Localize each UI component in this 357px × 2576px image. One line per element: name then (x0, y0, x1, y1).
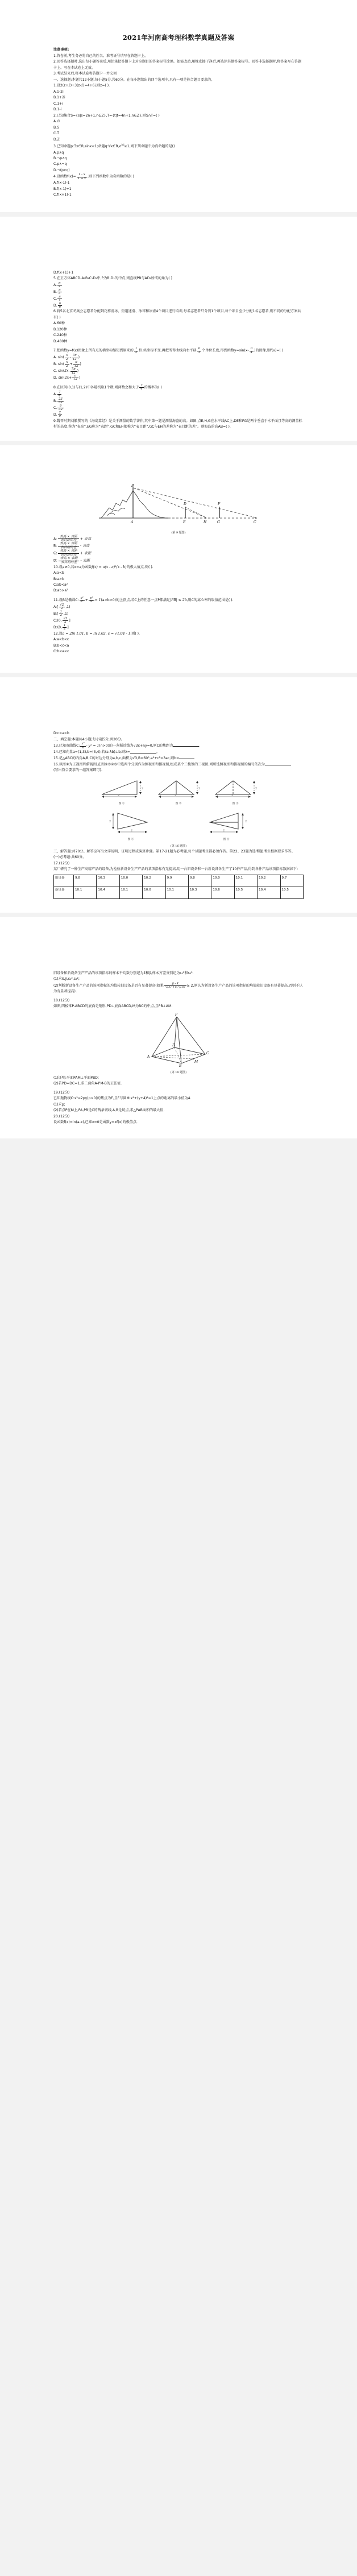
q8-stem: 8.在区间(0,1)与(1,2)中各随机取1个数,则两数之和大于 $\frac{7}{4}$ 的概率为( ) (53, 383, 162, 391)
page-1 (0, 0, 357, 212)
q16-view-4 (105, 809, 156, 841)
q6-option-d: D.480种 (53, 339, 68, 343)
q9-option-a: A: 表高 × 表距 表目距的差 + 表高 (53, 535, 92, 542)
cell: 10.0 (211, 875, 234, 887)
notice-item-2: 2.回答选择题时,选出每小题答案后,用铅笔把答题卡上对应题目的答案标号涂黑。如需改动,用橡皮擦干净后,再选涂其他答案标号。回答非选择题时,将答案写在答题卡上。写在本试卷上无效。 (53, 60, 301, 70)
notice-item-1: 1.答卷前,考生务必将自己的姓名、准考证号填写在答题卡上。 (53, 54, 148, 58)
document-root (0, 0, 357, 1138)
q16-view-2 (154, 776, 203, 805)
q17-after: 旧设备和新设备生产产品的该项指标的样本平均数分别记为x̄和ȳ,样本方差分别记为s₁²和s₂². (53, 971, 194, 975)
dim-height-5: 2 (245, 819, 247, 823)
notice-heading: 注意事项: (53, 48, 69, 52)
q7-option-b: B. sin( $\frac{x}{2}$ + $\frac{\pi}{12}$ ) (53, 361, 81, 368)
q1-stem-c: )=4+6i,则z=( ). (83, 84, 110, 88)
q3-stem (53, 143, 304, 150)
cell: 9.7 (280, 875, 303, 887)
q16-blank[interactable] (265, 762, 291, 765)
q4-fraction: $\frac{1 - x}{1 + x}$ (77, 173, 86, 180)
cell: 10.2 (258, 875, 280, 887)
q19-stem: 已知抛物线C:x²=2py(p>0)的焦点为F,且F与圆M:x²+(y+4)²=1上点的距离的最小值为4. (53, 1096, 192, 1101)
q17-item-1: (1)求x̄,ȳ,s₁²,s₂²; (53, 977, 80, 981)
q7-frac-half: $\frac{1}{2}$ (135, 347, 138, 354)
triangle-view-4 (105, 809, 156, 835)
q5-frac-a: $\frac{\pi}{2}$ (59, 281, 61, 289)
q11-d-frac: $\frac{1}{2}$ (63, 623, 66, 631)
q11-a-frac: $\frac{√2}{2}$ (60, 603, 64, 611)
q16-figure-row-2 (53, 809, 304, 841)
q6-stem: 6.将5名北京冬奥会志愿者分配到花样滑冰、短道速滑、冰球和冰壶4个项目进行培训,每名志愿者只分到1个项目,每个项目至少分配1名志愿者,则不同的分配方案共有( ) (53, 309, 301, 320)
triangle-view-1 (97, 776, 146, 799)
section-1-heading: 一、选择题:本题共12小题,每小题5分,共60分。在每小题给出的四个选项中,只有一项是符合题目要求的。 (53, 77, 215, 82)
q1-stem-a: 1.设2(z+ (53, 84, 69, 88)
dim-width-5: 2 (223, 829, 225, 833)
q11-frac-y: $\frac{\text{y²}}{\text{b²}}$ (90, 596, 93, 604)
q9-option-b: B: 表高 × 表距 表目距的差 - 表高 (53, 542, 90, 550)
q2-option-b: B.S (53, 125, 59, 130)
q8-frac-d: $\frac{2}{9}$ (59, 411, 61, 419)
q1-option-b: B.1+2i (53, 96, 65, 100)
label-D: D (184, 502, 186, 506)
q11-option-b: B:[ $\frac{1}{2}$ ,1) (53, 610, 69, 618)
q19-head: 19.(12分) (53, 1090, 70, 1095)
cell: 9.8 (74, 875, 97, 887)
q10-option-b: B:a>b (53, 577, 64, 581)
q2-stem: 2.已知集合S={s|s=2n+1,n∈Z},T={t|t=4n+1,n∈Z},则S∩T=( ) (53, 113, 160, 118)
q7-d-frac: $\frac{\pi}{12}$ (73, 374, 77, 382)
section-3-sub: (一)必考题:共60分。 (53, 855, 86, 860)
q10-formula: f(x) = a(x - a)²(x - b) (92, 565, 127, 569)
q6-option-c: C.240种 (53, 333, 67, 338)
q8-frac-b: $\frac{23}{32}$ (59, 397, 63, 405)
q17-test-statistic: $\frac{ȳ - x̄}{\text{√(s₁²+s₂²)/10}}$ (165, 981, 185, 989)
q4-option-b: B.f(x-1)+1 (53, 187, 72, 191)
q18-item-1: (1)证明:平面PAM⊥平面PBD; (53, 1075, 99, 1080)
cell: 10.1 (234, 875, 257, 887)
page-5 (0, 917, 357, 1138)
q7-stem: 7.把函数y=f(x)图象上所有点的横坐标缩短到原来的 $\frac{1}{2}$ 倍,纵坐标不变,再把所得曲线向右平移 $\frac{\pi}{3}$ 个单位长度,得到函数y=sin(x- $\frac{\pi}{4}$ )的图像,则f(x)=( ) (53, 347, 284, 354)
q8-option-a: A. $\frac{7}{4}$ (53, 390, 61, 398)
q10-option-d: D:ab>a² (53, 589, 68, 593)
q9-stem: 9.魏晋时期刘徽撰写的《海岛算经》是关于测量的数学著作,其中第一题是测量海盗的高。如图,点E,H,G在水平线AC上,DE和FG是两个垂直于水平面且等高的测量标杆的高度,称为“表高”,EG称为“表距”,GC和EH都称为“表目距”,GC与EH的差称为“表目距的差”。则海岛的高AB=( ). (53, 419, 302, 429)
q4-option-a: A.f(x-1)-1 (53, 181, 70, 185)
q8-option-d: D. $\frac{2}{9}$ (53, 411, 61, 419)
q8-option-b: B. $\frac{23}{32}$ (53, 397, 63, 405)
q1-option-a: A.1-2i (53, 89, 64, 94)
q3-option-c: C.p∧¬q (53, 162, 67, 167)
q3-stem-a: 3.已知命题p:∃x∈R,sinx<1;命题q:∀x∈R, (53, 144, 119, 149)
label-D: D (172, 1043, 175, 1047)
q9-frac-b: 表高 × 表距 表目距的差 (58, 542, 79, 550)
q3-option-a: A.p∧q (53, 150, 64, 155)
dim-width-3: 2 (231, 793, 234, 797)
q1-stem-b: )+3(z- (70, 84, 81, 88)
q7-a-frac1: $\frac{x}{2}$ (66, 354, 68, 361)
q4-option-c: C.f(x+1)-1 (53, 193, 72, 197)
q8-frac-74: $\frac{7}{4}$ (140, 383, 143, 391)
q7-option-d: D. sin(2x+ $\frac{\pi}{12}$ ) (53, 374, 81, 382)
cell: 10.5 (234, 887, 257, 898)
cell: 10.1 (119, 887, 142, 898)
q16-view-1 (97, 776, 146, 805)
triangle-view-2 (154, 776, 203, 799)
label-A: A (131, 520, 134, 524)
table-row (54, 875, 304, 887)
cell: 10.6 (211, 887, 234, 898)
q9-frac-d: 表高 × 表距 表目距的差 (59, 557, 80, 565)
q19-item-2: (2)若点P在M上,PA,PB是C的两条切线,A,B是切点,求△PAB面积的最大值. (53, 1108, 165, 1113)
q7-frac-pi3: $\frac{\pi}{3}$ (198, 347, 201, 354)
q3-exp-sup: |x| (121, 143, 124, 147)
dim-width-2: 2 (175, 793, 177, 797)
cell: 10.0 (119, 875, 142, 887)
q14-stem: 14.已知向量a=(1,3),b=(3,4),若(a-λb)⊥b,则λ= 。 (53, 750, 160, 755)
section-2-heading: 二、填空题:本题共4小题,每小题5分,共20分。 (53, 737, 125, 742)
dim-height-2: 2 (198, 786, 201, 790)
q11-c-frac: $\frac{√2}{2}$ (63, 616, 68, 624)
island-measurement-diagram (93, 483, 264, 527)
q5-option-c: C. $\frac{\pi}{4}$ (53, 295, 61, 303)
q12-option-c: C:b<a<c (53, 649, 69, 653)
q13-blank[interactable] (173, 743, 199, 747)
dim-height-4: 2 (109, 819, 111, 823)
label-M: M (194, 1059, 198, 1064)
q13-stem: 13.已知双曲线C: $\frac{\text{x²}}{n}$ - y² = 1(n>0)的一条渐近线为√3x+ny=0,则C的焦距为 . (53, 742, 201, 749)
q12-formula: a = 2ln 1.01, b = ln 1.02, c = √1.04 - 1 (62, 631, 131, 636)
q17-stem: 某厂研究了一种生产高精产品的设备,为检验新设备生产产品的某项指标有无提高,用一台旧设备和一台新设备各生产了10件产品,得到各件产品该项指标数据如下: (53, 867, 298, 872)
q8-option-c: C. $\frac{9}{32}$ (53, 404, 63, 412)
q8-frac-a: $\frac{7}{4}$ (59, 390, 61, 398)
q3-stem-b: ≥1,则下列命题中为真命题的是( (124, 144, 174, 149)
q14-blank[interactable] (130, 749, 156, 753)
q11-condition: |PB| ≤ 2b (170, 598, 187, 602)
q2-option-a: A.∅ (53, 119, 60, 124)
q5-option-b: B. $\frac{\pi}{3}$ (53, 288, 61, 296)
q9-figure (53, 483, 304, 535)
q7-option-c: C. sin(2x- $\frac{7\pi}{12}$ ) (53, 367, 79, 375)
label-G: G (217, 520, 220, 524)
cell: 10.1 (74, 887, 97, 898)
q11-option-c: C:(0, $\frac{√2}{2}$ ] (53, 616, 70, 624)
q16-figure (53, 776, 304, 848)
q2-option-c: C.T (53, 131, 59, 136)
q5-frac-b: $\frac{\pi}{3}$ (59, 288, 61, 296)
q10-option-a: A:a<b (53, 571, 64, 575)
page-2 (0, 217, 357, 441)
q3-exp-base: e (119, 144, 122, 149)
q9-frac-c: 表高 × 表距 表目距的差 (58, 550, 79, 557)
q5-frac-d: $\frac{\pi}{6}$ (59, 301, 61, 309)
cell: 10.3 (188, 887, 211, 898)
q11-option-a: A:[ $\frac{√2}{2}$ ,1) (53, 603, 70, 611)
label-H: H (204, 520, 207, 524)
q18-figure-caption: (第 18 题图) (170, 1070, 187, 1074)
q16-view-label-3: 图 ③ (232, 802, 239, 805)
q11-stem: 11.设B是椭圆C: $\frac{\text{x²}}{\text{a²}}$ + $\frac{\text{y²}}{\text{b²}}$ = 1(a>b>0)的上顶点,若C上的任意一点P都满足|PB| ≤ 2b,则C的离心率的取值范围是( ). (53, 596, 234, 604)
q18-head: 18.(12分) (53, 998, 70, 1003)
page-3 (0, 445, 357, 673)
dim-height-1: 2 (142, 786, 144, 790)
cell: 10.3 (97, 875, 119, 887)
cell: 10.4 (97, 887, 119, 898)
q3-option-d: D.¬(p∨q) (53, 168, 70, 172)
q17-head: 17.(12分) (53, 861, 70, 865)
q12-option-d: D:c<a<b (53, 731, 69, 736)
q12-option-b: B:b<c<a (53, 643, 69, 648)
table-row (54, 887, 304, 898)
q11-option-d: D:(0, $\frac{1}{2}$ ] (53, 623, 69, 631)
q9-frac-a: 表高 × 表距 表目距的差 (58, 536, 79, 543)
q11-frac-x: $\frac{\text{x²}}{\text{a²}}$ (80, 596, 84, 604)
cell: 10.5 (280, 887, 303, 898)
q6-option-b: B.120种 (53, 327, 67, 332)
q10-stem: 10.设a≠0,若x=a为函数f(x) = a(x - a)²(x - b)的极大值点,则( ). (53, 565, 153, 569)
q1-stem: 1.设2(z+z̄)+3(z-z̄)=4+6i,则z=( ). (53, 84, 110, 88)
q4-option-d: D.f(x+1)+1 (53, 270, 74, 275)
q13-frac: $\frac{\text{x²}}{n}$ (81, 742, 85, 749)
q3-stem-c: ) (173, 144, 175, 149)
cell: 10.0 (143, 887, 165, 898)
q20-stem: 设函数f(x)=ln(a-x),已知x=0是函数y=xf(x)的极值点. (53, 1120, 138, 1125)
pyramid-diagram (142, 1012, 215, 1067)
label-C: C (206, 1051, 209, 1055)
q15-stem: 15.记△ABC的内角A,B,C的对边分别为a,b,c,面积为√3,B=60°,a²+c²=3ac,则b= . (53, 756, 196, 761)
q19-item-1: (1)求p; (53, 1102, 65, 1107)
q18-item-2: (2)若PD=DC=1,求二面角A-PM-B的正弦值. (53, 1082, 122, 1086)
label-A: A (147, 1054, 150, 1059)
label-C: C (254, 520, 256, 524)
notice-item-3: 3.考试结束后,将本试卷和答题卡一并交回 (53, 72, 117, 76)
label-E: E (183, 520, 186, 524)
q16-view-label-4: 图 ④ (127, 838, 134, 841)
q18-stem: 如图,四棱锥P-ABCD的底面是矩形,PD⊥底面ABCD,M为BC的中点,且PB⊥AM. (53, 1004, 173, 1009)
cell: 9.9 (165, 875, 188, 887)
cell: 9.8 (188, 875, 211, 887)
q16-figure-caption: (第 16 题图) (170, 844, 187, 848)
q20-head: 20.(12分) (53, 1114, 70, 1119)
q17-item-2: (2)判断新设备生产产品的该项指标的均值较旧设备是否有显著提高(如果 $\frac{ȳ - x̄}{\text{√(s₁²+s₂²)/10}}$ ≥ 2,则认为新设备生产产品的该项指标的均值较旧设备有显著提高,否则不认为有显著提高). (53, 981, 303, 994)
cell: 10.4 (258, 887, 280, 898)
dim-width-1: 2 (118, 793, 120, 797)
q8-frac-c: $\frac{9}{32}$ (59, 404, 63, 412)
q9-option-d: D: 表高 × 表距 表目距的差 - 表距 (53, 556, 90, 564)
q16-stem: 16.以图①为正视图和俯视图,在图②③④⑤中选两个分别作为侧视图和俯视图,组成某个三棱锥的三视图,则所选侧视图和俯视图的编号依次为 (写出符合要求的一组答案即可). (53, 762, 304, 774)
q6-option-a: A.60种 (53, 321, 65, 326)
q5-stem: 5.在正方体ABCD-A₁B₁C₁D₁中,P为B₁D₁的中点,则直线PB与AD₁所成的角为( ) (53, 276, 172, 281)
page-4 (0, 677, 357, 912)
q12-option-a: A:a<b<c (53, 637, 69, 642)
q16-view-5 (201, 809, 252, 841)
section-3-heading: 三、解答题:共70分。解答应写出文字说明、证明过程或演算步骤。第17-21题为必考题,每个试题考生都必须作答。第22、23题为选考题,考生根据要求作答。 (53, 849, 295, 854)
q7-option-a: A. sin( $\frac{x}{2}$ - $\frac{7\pi}{12}$ ) (53, 354, 80, 361)
page-title: 2021年河南高考理科数学真题及答案 (122, 34, 235, 42)
cell: 10.1 (165, 887, 188, 898)
q17-data-table (53, 875, 304, 899)
q7-b-frac2: $\frac{\pi}{12}$ (74, 361, 78, 368)
q12-stem: 12.设a = 2ln 1.01, b = ln 1.02, c = √1.04 - 1,则( ). (53, 631, 140, 636)
q1-option-d: D.1-i (53, 107, 62, 112)
label-B: B (131, 483, 134, 488)
cell: 10.2 (143, 875, 165, 887)
q11-b-frac: $\frac{1}{2}$ (60, 610, 63, 618)
q15-blank[interactable] (179, 756, 194, 759)
q10-option-c: C:ab<a² (53, 582, 68, 587)
q16-view-label-1: 图 ① (118, 802, 125, 805)
q16-view-label-2: 图 ② (175, 802, 182, 805)
dim-height-3: 2 (255, 786, 258, 790)
q5-option-d: D. $\frac{\pi}{6}$ (53, 301, 61, 309)
q1-option-c: C.1+i (53, 101, 63, 106)
q9-option-c: C: 表高 × 表距 表目距的差 + 表距 (53, 549, 92, 557)
triangle-view-3 (211, 776, 260, 799)
q2-option-d: D.Z (53, 137, 60, 142)
label-P: P (175, 1012, 178, 1017)
q16-view-label-5: 图 ⑤ (223, 838, 230, 841)
q4-stem-b: ,则下列函数中为奇函数的是( ) (88, 175, 134, 179)
q3-option-b: B.¬p∧q (53, 156, 67, 160)
q16-figure-row-1 (53, 776, 304, 805)
q9-figure-caption: (第 9 题图) (171, 531, 186, 535)
q7-a-frac2: $\frac{7\pi}{12}$ (72, 354, 77, 361)
q4-stem-a: 4.设函数f(x)= (53, 175, 76, 179)
q5-option-a: A. $\frac{\pi}{2}$ (53, 281, 61, 289)
triangle-view-5 (201, 809, 252, 835)
q7-b-frac1: $\frac{x}{2}$ (66, 361, 68, 368)
q18-figure (53, 1012, 304, 1074)
q7-frac-pi4: $\frac{\pi}{4}$ (250, 347, 253, 354)
row-label-new: 新设备 (54, 887, 74, 898)
label-B: B (179, 1063, 182, 1067)
row-label-old: 旧设备 (54, 875, 74, 887)
label-F: F (218, 502, 221, 506)
dim-width-4: 2 (131, 829, 133, 833)
q4-stem (53, 173, 304, 180)
q7-c-frac: $\frac{7\pi}{12}$ (71, 367, 76, 375)
q5-frac-c: $\frac{\pi}{4}$ (59, 295, 61, 303)
q16-view-3 (211, 776, 260, 805)
